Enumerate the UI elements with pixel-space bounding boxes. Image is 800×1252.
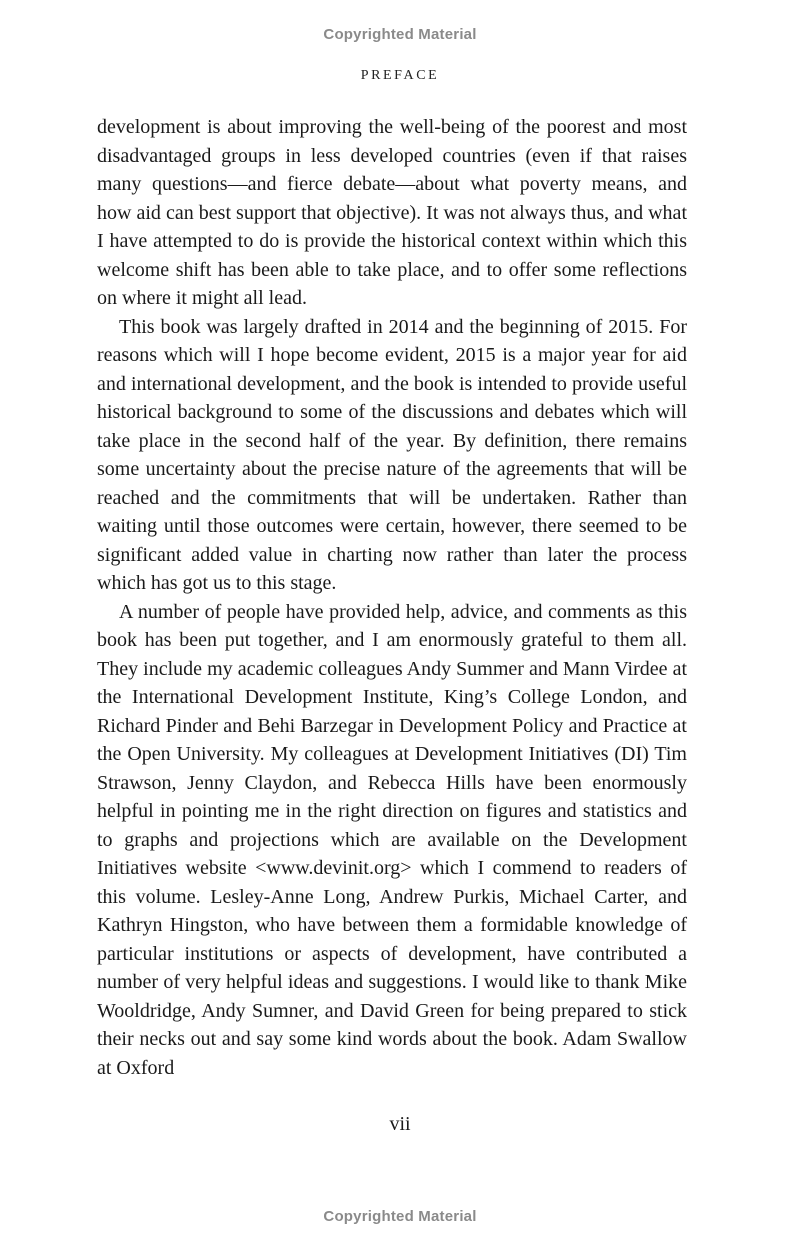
copyright-watermark-bottom: Copyrighted Material bbox=[323, 1208, 477, 1225]
running-head: PREFACE bbox=[360, 68, 440, 83]
paragraph-2: This book was largely drafted in 2014 and the beginning of 2015. For reasons which will I hope become evident, 2015 is a major year for aid and international development, and the book is intended to provide useful historical background to some of the discussions and debates which will take place in the second half of the year. By definition, there remains some uncertainty about the precise nature of the agreements that will be reached and the commitments that will be undertaken. Rather than waiting until those outcomes were certain, however, there seemed to be significant added value in charting now rather than later the process which has got us to this stage. bbox=[97, 315, 687, 594]
paragraph-1: development is about improving the well-being of the poorest and most disadvantaged groups in less developed countries (even if that raises many questions—and fierce debate—about what poverty means, and how aid can best support that objective). It was not always thus, and what I have attempted to do is provide the historical context within which this welcome shift has been able to take place, and to offer some reflections on where it might all lead. bbox=[97, 116, 687, 309]
page-number: vii bbox=[389, 1113, 411, 1135]
copyright-watermark-top: Copyrighted Material bbox=[323, 26, 477, 43]
body-text bbox=[97, 113, 687, 1082]
paragraph-3: A number of people have provided help, advice, and comments as this book has been put together, and I am enormously grateful to them all. They include my academic colleagues Andy Summer and Mann Virdee at the International Development Institute, King’s College London, and Richard Pinder and Behi Barzegar in Development Policy and Practice at the Open University. My colleagues at Development Initiatives (DI) Tim Strawson, Jenny Claydon, and Rebecca Hills have been enormously helpful in pointing me in the right direction on figures and statistics and to graphs and projections which are available on the Development Initiatives website <www.devinit.org> which I commend to readers of this volume. Lesley-Anne Long, Andrew Purkis, Michael Carter, and Kathryn Hingston, who have between them a formidable knowledge of particular institutions or aspects of development, have contributed a number of very helpful ideas and suggestions. I would like to thank Mike Wooldridge, Andy Sumner, and David Green for being prepared to stick their necks out and say some kind words about the book. Adam Swallow at Oxford bbox=[97, 600, 687, 1079]
